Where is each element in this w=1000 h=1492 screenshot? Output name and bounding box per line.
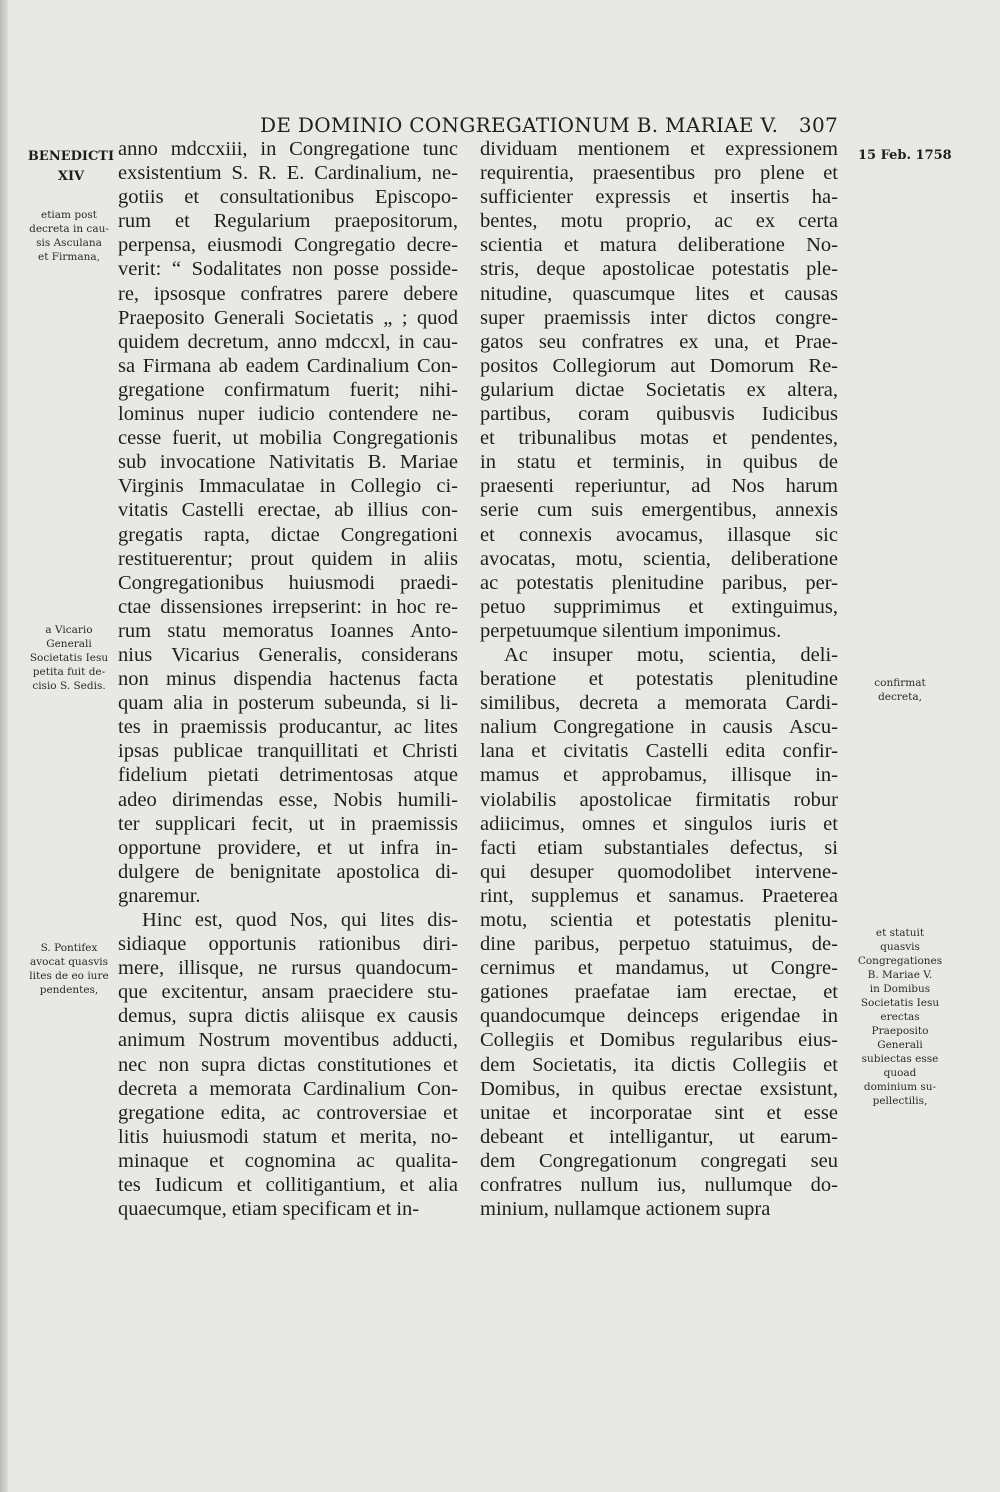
text-line: quidem decretum, anno mdccxl, in cau-: [118, 330, 458, 353]
page-number: 307: [798, 113, 838, 137]
margin-note-line: Societatis Iesu: [29, 652, 109, 664]
margin-head-line: BENEDICTI: [27, 149, 115, 164]
text-line: verit: “ Sodalitates non posse posside-: [118, 258, 458, 281]
text-line: et tribunalibus motas et pendentes,: [480, 427, 838, 450]
margin-note-right-1: [850, 676, 950, 704]
text-line: nius Vicarius Generalis, considerans: [118, 643, 458, 666]
text-line: dividuam mentionem et expressionem: [480, 138, 838, 160]
text-line: adeo dirimendas esse, Nobis humili-: [118, 788, 458, 811]
margin-note-line: pellectilis,: [872, 1095, 928, 1107]
text-line: gationes praefatae iam erectae, et: [480, 981, 838, 1004]
margin-note-line: etiam post: [41, 209, 97, 221]
text-line: nec non supra dictas constitutiones et: [118, 1053, 458, 1076]
text-line: dem Congregationum congregati seu: [480, 1149, 838, 1172]
margin-note-line: Generali: [877, 1039, 923, 1051]
margin-note-left-1: [28, 208, 110, 264]
margin-note-line: cisio S. Sedis.: [32, 680, 106, 692]
text-line: dine paribus, perpetuo statuimus, de-: [480, 933, 838, 956]
margin-note-line: quasvis: [880, 941, 920, 953]
text-line: tes Iudicum et collitigantium, et alia: [118, 1174, 458, 1197]
margin-note-line: Generali: [46, 638, 92, 650]
text-line: motu, scientia et potestatis plenitu-: [480, 909, 838, 931]
text-line: petuo supprimimus et extinguimus,: [480, 595, 838, 618]
text-line: ter supplicari fecit, ut in praemissis: [118, 812, 458, 835]
text-line: ipsas publicae tranquillitati et Christi: [118, 740, 458, 763]
text-line: minaque et cognomina ac qualita-: [118, 1149, 458, 1172]
page-edge: [0, 0, 8, 1492]
text-line: perpensa, eiusmodi Congregatio decre-: [118, 234, 458, 257]
text-line: Collegiis et Domibus regularibus eius-: [480, 1029, 838, 1052]
text-line: decreta a memorata Cardinalium Con-: [118, 1077, 458, 1100]
margin-note-line: Societatis Iesu: [860, 997, 940, 1009]
text-line: praesenti reperiuntur, ad Nos harum: [480, 475, 838, 498]
text-line: ac potestatis plenitudine paribus, per-: [480, 571, 838, 594]
text-line: Virginis Immaculatae in Collegio ci-: [118, 475, 458, 498]
text-line: vitatis Castelli erectae, ab illius con-: [118, 499, 458, 522]
margin-note-line: pendentes,: [39, 984, 99, 996]
text-line: dem Societatis, ita dictis Collegiis et: [480, 1053, 838, 1076]
margin-note-line: et Firmana,: [37, 251, 100, 263]
margin-note-line: B. Mariae V.: [867, 969, 933, 981]
text-line: gnaremur.: [118, 884, 201, 907]
text-column-left: [118, 137, 458, 1221]
text-line: adiicimus, omnes et singulos iuris et: [480, 812, 838, 835]
text-line: fidelium pietati detrimentosas atque: [118, 764, 458, 787]
margin-note-line: confirmat: [874, 677, 926, 689]
text-line: quam alia in posterum subeunda, si li-: [118, 692, 458, 715]
margin-note-line: et statuit: [875, 927, 925, 939]
text-line: positos Collegiorum aut Domorum Re-: [480, 354, 838, 377]
text-line: nitudine, quascumque lites et causas: [480, 282, 838, 305]
text-line: Praeposito Generali Societatis „ ; quod: [118, 306, 458, 329]
running-title: DE DOMINIO CONGREGATIONUM B. MARIAE V.: [260, 113, 779, 137]
text-line: partibus, coram quibusvis Iudicibus: [480, 403, 838, 426]
text-line: Hinc est, quod Nos, qui lites dis-: [142, 909, 458, 931]
margin-note-line: quoad: [883, 1067, 917, 1079]
text-line: gularium dictae Societatis ex altera,: [480, 378, 838, 401]
text-line: sub invocatione Nativitatis B. Mariae: [118, 451, 458, 474]
margin-note-line: lites de eo iure: [29, 970, 109, 982]
text-line: sidiaque opportunis rationibus diri-: [118, 933, 458, 956]
text-line: gregatione confirmatum fuerit; nihi-: [118, 378, 458, 401]
text-line: perpetuumque silentium imponimus.: [480, 619, 782, 642]
text-line: dulgere de benignitate apostolica di-: [118, 860, 458, 883]
text-line: lana et civitatis Castelli edita confir-: [480, 740, 838, 763]
text-line: minium, nullamque actionem supra: [480, 1198, 771, 1221]
margin-note-line: dominium su-: [863, 1081, 937, 1093]
text-line: debeant et intelligantur, ut earum-: [480, 1125, 838, 1148]
margin-note-left-3: [28, 941, 110, 997]
text-line: cesse fuerit, ut mobilia Congregationis: [118, 427, 458, 450]
text-line: mere, illisque, ne rursus quandocum-: [118, 957, 458, 980]
text-line: gregatione edita, ac controversiae et: [118, 1101, 458, 1124]
text-line: requirentia, praesentibus pro plene et: [480, 162, 838, 185]
text-line: tes in praemissis producantur, ac lites: [118, 716, 458, 739]
margin-note-line: in Domibus: [869, 983, 931, 995]
margin-note-left-2: [28, 623, 110, 693]
text-line: ctae dissensiones irrepserint: in hoc re-: [118, 595, 458, 618]
text-line: non minus dispendia hactenus facta: [118, 668, 458, 691]
text-line: unitae et incorporatae sint et esse: [480, 1101, 838, 1124]
text-line: quandocumque deinceps erigendae in: [480, 1005, 838, 1028]
text-line: opportune providere, et ut infra in-: [118, 836, 458, 859]
margin-note-line: decreta,: [878, 691, 922, 703]
margin-note-line: avocat quasvis: [29, 956, 109, 968]
margin-note-line: a Vicario: [45, 624, 93, 636]
text-line: restituerentur; prout quidem in aliis: [118, 547, 458, 570]
margin-head-line: XIV: [57, 169, 85, 184]
text-line: litis huiusmodi statum et merita, no-: [118, 1125, 458, 1148]
text-line: exsistentium S. R. E. Cardinalium, ne-: [118, 162, 458, 185]
text-line: bentes, motu proprio, ac ex certa: [480, 210, 838, 233]
text-line: rum statu memoratus Ioannes Anto-: [118, 619, 458, 642]
text-line: rint, supplemus et sanamus. Praeterea: [480, 884, 838, 907]
text-line: avocatas, motu, scientia, deliberatione: [480, 547, 838, 570]
margin-note-line: S. Pontifex: [40, 942, 98, 954]
text-line: beratione et potestatis plenitudine: [480, 668, 838, 691]
text-line: lominus nuper iudicio contendere ne-: [118, 403, 458, 426]
margin-note-line: decreta in cau-: [29, 223, 109, 235]
text-line: anno mdccxiii, in Congregatione tunc: [118, 138, 458, 160]
text-line: nalium Congregatione in causis Ascu-: [480, 716, 838, 739]
text-line: gotiis et consultationibus Episcopo-: [118, 186, 458, 209]
margin-date: 15 Feb. 1758: [858, 148, 952, 163]
text-line: similibus, decreta a memorata Cardi-: [480, 692, 838, 715]
text-line: sufficienter expressis et insertis ha-: [480, 186, 838, 209]
text-line: Ac insuper motu, scientia, deli-: [504, 643, 838, 666]
margin-note-line: sis Asculana: [36, 237, 102, 249]
margin-note-line: Praeposito: [871, 1025, 929, 1037]
text-line: violabilis apostolicae firmitatis robur: [480, 788, 838, 811]
text-line: serie cum suis emergentibus, annexis: [480, 499, 838, 522]
text-line: Domibus, in quibus erectae exsistunt,: [480, 1077, 838, 1100]
margin-note-line: petita fuit de-: [32, 666, 106, 678]
text-line: qui desuper quomodolibet intervene-: [480, 860, 838, 883]
margin-note-line: Congregationes: [857, 955, 943, 967]
text-line: et connexis avocamus, illasque sic: [480, 523, 838, 546]
text-column-right: [480, 137, 838, 1221]
text-line: super praemissis inter dictos congre-: [480, 306, 838, 329]
margin-note-right-2: [846, 926, 954, 1108]
text-line: quaecumque, etiam specificam et in-: [118, 1198, 420, 1221]
margin-running-head: [26, 147, 116, 187]
text-line: mamus et approbamus, illisque in-: [480, 764, 838, 787]
text-line: gregatis rapta, dictae Congregationi: [118, 523, 458, 546]
text-line: Congregationibus huiusmodi praedi-: [118, 571, 458, 594]
text-line: rum et Regularium praepositorum,: [118, 210, 458, 233]
text-line: stris, deque apostolicae potestatis ple-: [480, 258, 838, 281]
text-line: sa Firmana ab eadem Cardinalium Con-: [118, 354, 458, 377]
text-line: facti etiam substantiales defectus, si: [480, 836, 838, 859]
text-line: que excitentur, ansam praecidere stu-: [118, 981, 458, 1004]
text-line: gatos seu confratres ex una, et Prae-: [480, 330, 838, 353]
text-line: demus, supra dictis aliisque ex causis: [118, 1005, 458, 1028]
margin-note-line: erectas: [880, 1011, 920, 1023]
text-line: cernimus et mandamus, ut Congre-: [480, 957, 838, 980]
text-line: in statu et terminis, in quibus de: [480, 451, 838, 474]
text-line: animum Nostrum moventibus adducti,: [118, 1029, 458, 1052]
text-line: confratres nullum ius, nullumque do-: [480, 1174, 838, 1197]
margin-note-line: subiectas esse: [861, 1053, 939, 1065]
text-line: scientia et matura deliberatione No-: [480, 234, 838, 257]
text-line: re, ipsosque confratres parere debere: [118, 282, 458, 305]
